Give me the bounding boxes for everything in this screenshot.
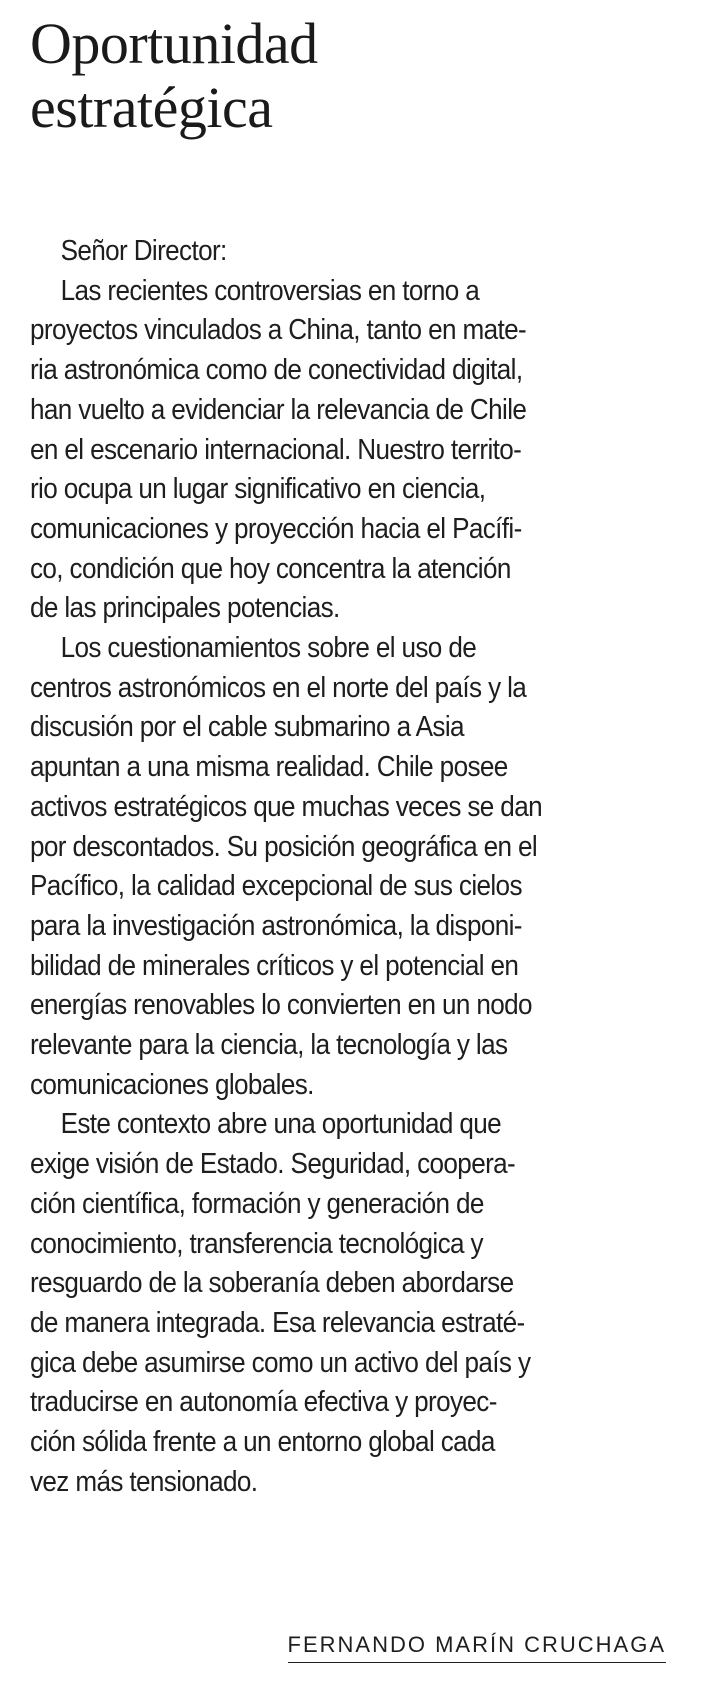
text-line: resguardo de la soberanía deben abordarse — [30, 1267, 514, 1300]
text-line: co, condición que hoy concentra la atención — [30, 552, 511, 585]
text-line: gica debe asumirse como un activo del país y — [30, 1346, 531, 1379]
text-line: de las principales potencias. — [30, 592, 340, 625]
text-line: bilidad de minerales críticos y el potencial en — [30, 949, 519, 982]
text-line: proyectos vinculados a China, tanto en mate- — [30, 314, 527, 347]
text-line: apuntan a una misma realidad. Chile posee — [30, 751, 508, 784]
text-line: conocimiento, transferencia tecnológica y — [30, 1227, 483, 1260]
paragraph-2 — [30, 629, 597, 1105]
headline-line-2: estratégica — [30, 75, 273, 140]
text-line: centros astronómicos en el norte del país y la — [30, 671, 527, 704]
text-line: exige visión de Estado. Seguridad, coopera- — [30, 1148, 516, 1181]
text-line: activos estratégicos que muchas veces se dan — [30, 790, 542, 823]
text-line: por descontados. Su posición geográfica en el — [30, 830, 538, 863]
text-line: ción sólida frente a un entorno global cada — [30, 1426, 495, 1459]
text-line: discusión por el cable submarino a Asia — [30, 711, 464, 744]
text-line: Los cuestionamientos sobre el uso de — [60, 632, 477, 665]
headline-line-1: Oportunidad — [30, 11, 318, 76]
text-line: han vuelto a evidenciar la relevancia de Chile — [30, 393, 527, 426]
text-line: relevante para la ciencia, la tecnología y las — [30, 1029, 508, 1062]
text-line: de manera integrada. Esa relevancia estraté- — [30, 1306, 525, 1339]
text-line: energías renovables lo convierten en un nodo — [30, 989, 532, 1022]
text-line: ción científica, formación y generación de — [30, 1187, 484, 1220]
text-line: comunicaciones globales. — [30, 1068, 314, 1101]
headline — [30, 12, 318, 140]
text-line: vez más tensionado. — [30, 1465, 258, 1498]
paragraph-3 — [30, 1105, 597, 1502]
text-line: traducirse en autonomía efectiva y proyec- — [30, 1386, 497, 1419]
text-line: Las recientes controversias en torno a — [60, 274, 480, 307]
text-line: comunicaciones y proyección hacia el Pacífi- — [30, 512, 522, 545]
paragraph-1 — [30, 272, 597, 629]
text-line: rio ocupa un lugar significativo en ciencia, — [30, 473, 486, 506]
text-line: para la investigación astronómica, la disponi- — [30, 909, 522, 942]
author-signature: FERNANDO MARÍN CRUCHAGA — [288, 1632, 666, 1663]
text-line: en el escenario internacional. Nuestro territo- — [30, 433, 522, 466]
text-line: Este contexto abre una oportunidad que — [60, 1108, 502, 1141]
text-line: Pacífico, la calidad excepcional de sus cielos — [30, 870, 522, 903]
letter-body — [30, 232, 597, 1503]
salutation: Señor Director: — [60, 235, 227, 267]
text-line: ria astronómica como de conectividad digital, — [30, 354, 523, 387]
